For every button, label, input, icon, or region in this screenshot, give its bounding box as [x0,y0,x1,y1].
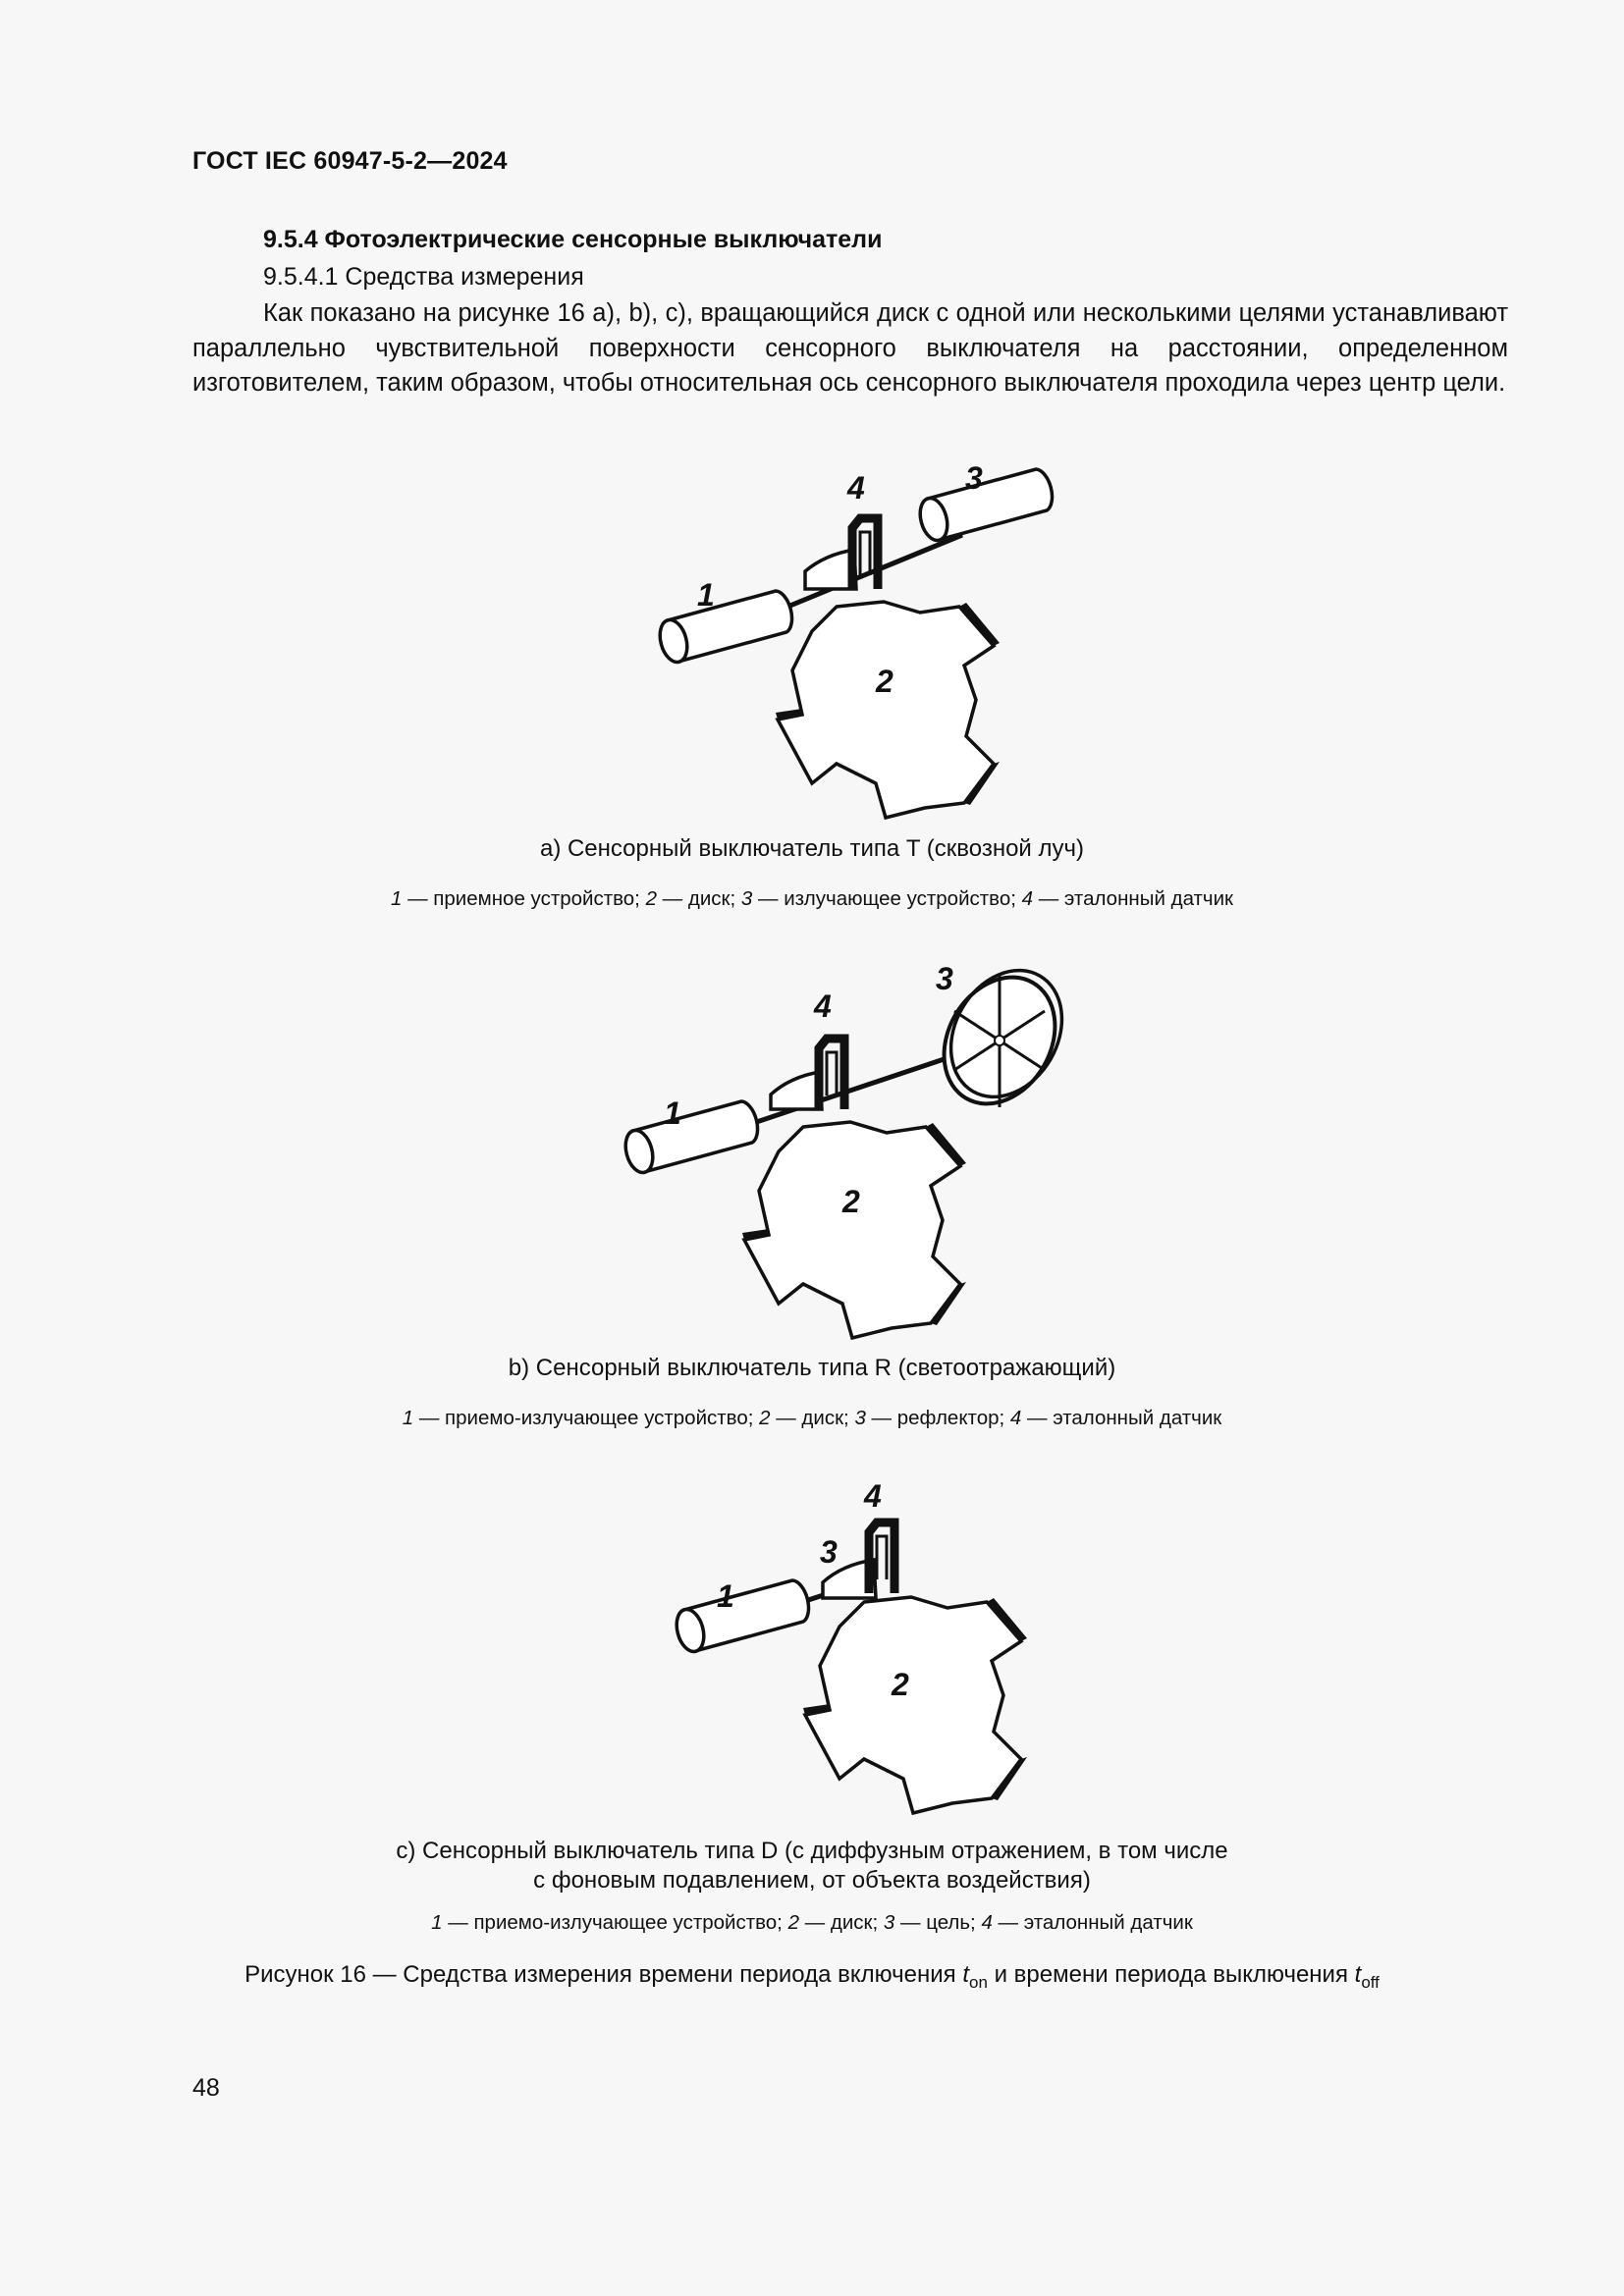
disc-c [803,1597,1027,1813]
page-number: 48 [192,2074,220,2102]
emitter-cylinder-a [916,469,1053,544]
label-4-c: 4 [864,1478,882,1514]
label-4-b: 4 [814,988,832,1024]
receiver-cylinder-a [656,591,792,666]
label-1-c: 1 [717,1578,734,1614]
figure-c-drawing [673,1478,1027,1813]
transceiver-cylinder-c [673,1580,809,1655]
reference-sensor-a [852,518,878,589]
label-3-b: 3 [936,961,953,996]
disc-a [776,602,1000,818]
figure-a-drawing [656,460,1053,818]
section-title: 9.5.4 Фотоэлектрические сенсорные выключатели [263,226,883,253]
transceiver-cylinder-b [622,1101,758,1176]
figure-c-caption-line1: c) Сенсорный выключатель типа D (с диффузным отражением, в том числе [396,1838,1228,1864]
label-2-c: 2 [892,1667,909,1702]
body-paragraph: Как показано на рисунке 16 a), b), c), вращающийся диск с одной или несколькими целями устанавливают параллельно чувствительной поверхности сенсорного выключателя на расстоянии, определенном изготовителем, таким образом, чтобы относительная ось сенсорного выключателя проходила через центр цели. [192,299,1508,397]
label-4-a: 4 [847,470,865,506]
label-3-c: 3 [820,1534,838,1570]
subsection-title: 9.5.4.1 Средства измерения [263,263,584,291]
label-3-a: 3 [965,460,983,496]
figure-b-legend: 1 — приемо-излучающее устройство; 2 — диск; 3 — рефлектор; 4 — эталонный датчик [402,1407,1222,1429]
figure-c-legend: 1 — приемо-излучающее устройство; 2 — диск; 3 — цель; 4 — эталонный датчик [431,1911,1193,1934]
document-header: ГОСТ IEC 60947-5-2—2024 [192,147,508,175]
figure-a-caption: a) Сенсорный выключатель типа T (сквозной луч) [539,835,1085,862]
label-1-b: 1 [664,1095,681,1131]
figure-b-caption: b) Сенсорный выключатель типа R (светоотражающий) [508,1355,1116,1381]
disc-b [742,1122,966,1338]
figure-a-legend: 1 — приемное устройство; 2 — диск; 3 — излучающее устройство; 4 — эталонный датчик [390,887,1234,910]
figure-16-caption: Рисунок 16 — Средства измерения времени периода включения $t_{on}$ и времени периода выключения $t_{off}$ [244,1961,1380,1992]
figure-b-drawing [622,950,1084,1338]
label-1-a: 1 [697,577,715,613]
reference-sensor-c [869,1522,894,1593]
label-2-a: 2 [876,664,893,699]
figure-c-caption-line2: с фоновым подавлением, от объекта воздействия) [533,1867,1091,1894]
label-2-b: 2 [842,1184,860,1219]
